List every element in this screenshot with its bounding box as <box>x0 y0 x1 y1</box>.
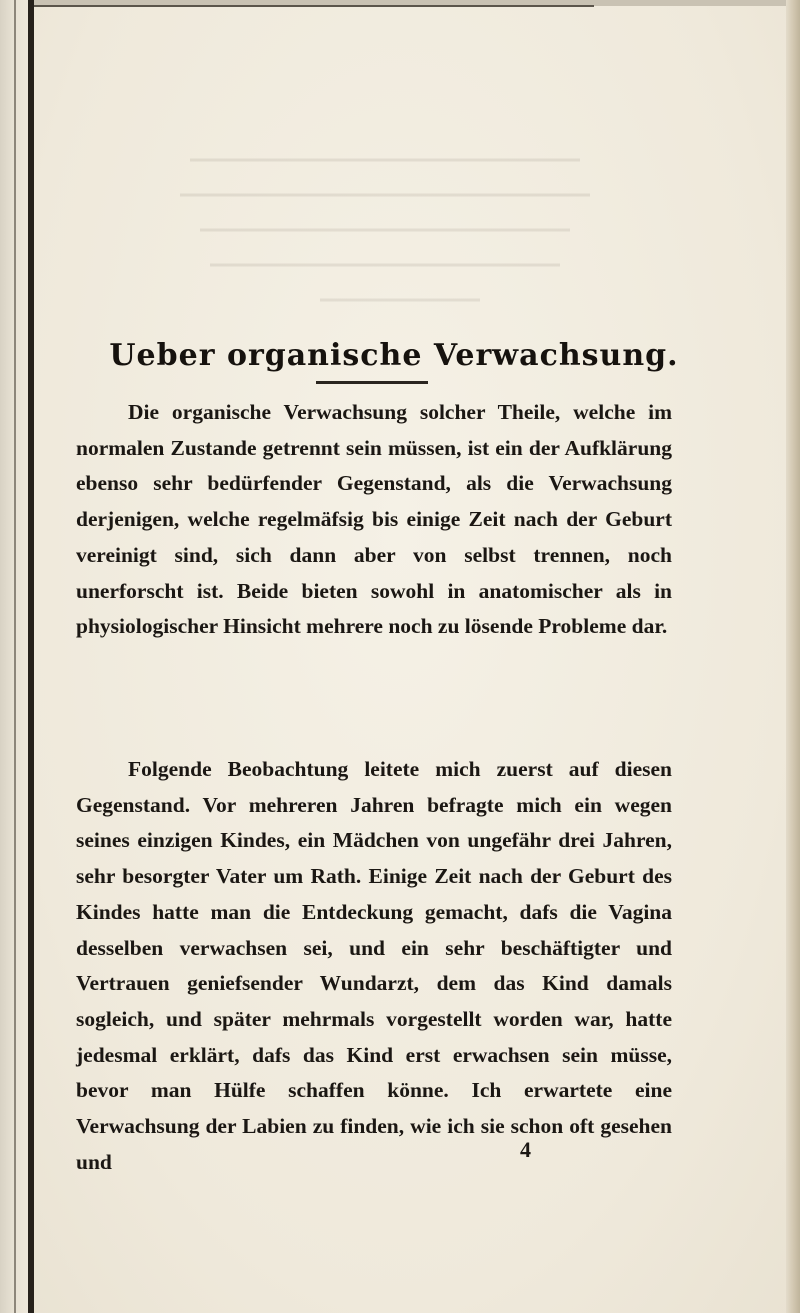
page-title: Ueber organische Verwachsung. <box>109 338 679 374</box>
gutter-shadow-line <box>14 0 16 1313</box>
paragraph-2: Folgende Beobachtung leitete mich zuerst auf diesen Gegenstand. Vor mehreren Jahren befragte mich ein wegen seines einzigen Kindes, ein Mädchen von ungefähr drei Jahren, sehr besorgter Vater um Rath. Einige Zeit nach der Geburt des Kindes hatte man die Entdeckung gemacht, dafs die Vagina desselben verwachsen sei, und ein sehr beschäftigter und Vertrauen geniefsender Wundarzt, dem das Kind damals sogleich, und später mehrmals vorgestellt worden war, hatte jedesmal erklärt, dafs das Kind erst erwachsen sein müsse, bevor man Hülfe schaffen könne. Ich erwartete eine Verwachsung der Labien zu finden, wie ich sie schon oft gesehen und <box>76 757 672 1174</box>
show-through-texture <box>180 140 600 310</box>
binding-edge-line <box>28 0 34 1313</box>
page-number: 4 <box>520 1137 531 1162</box>
paragraph-1: Die organische Verwachsung solcher Theile, welche im normalen Zustande getrennt sein müssen, ist ein der Aufklärung ebenso sehr bedürfender Gegenstand, als die Verwachsung derjenigen, welche regelmäfsig bis einige Zeit nach der Geburt vereinigt sind, sich dann aber von selbst trennen, noch unerforscht ist. Beide bieten sowohl in anatomischer als in physiologischer Hinsicht mehrere noch zu lösende Probleme dar. <box>76 400 672 639</box>
top-border-rule <box>34 5 594 7</box>
page-right-edge <box>786 0 800 1313</box>
title-underline-rule <box>316 381 428 384</box>
